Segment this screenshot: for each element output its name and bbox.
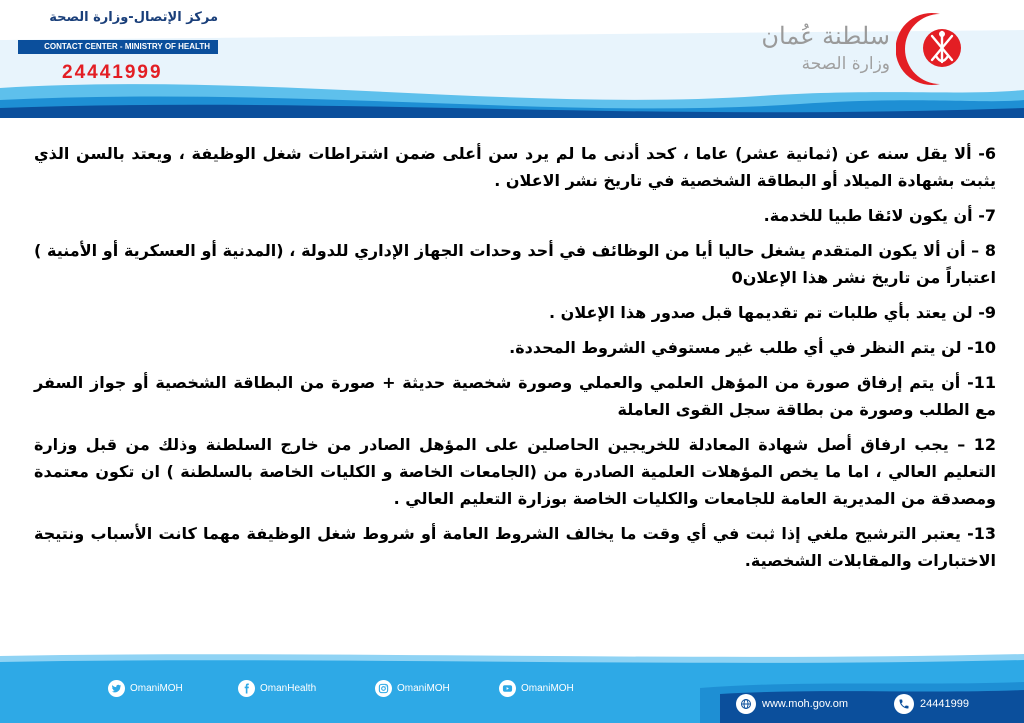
clause-13: 13- يعتبر الترشيح ملغي إذا ثبت في أي وقت ما يخالف الشروط العامة أو شروط شغل الوظيفة مهما كانت الأسباب ونتيجة الاختبارات والمقابلات الشخصية. [34,524,996,570]
facebook-handle: OmanHealth [260,682,317,694]
instagram-icon [375,680,392,697]
youtube-handle: OmaniMOH [521,682,574,694]
footer-youtube[interactable] [499,678,574,698]
footer-twitter[interactable] [108,678,183,698]
clause-6: 6- ألا يقل سنه عن (ثمانية عشر) عاما ، كحد أدنى ما لم يرد سن أعلى ضمن اشتراطات شغل الوظيفة ، ويعتد بالسن الذي يثبت بشهادة الميلاد أو البطاقة الشخصية في تاريخ نشر الاعلان . [34,144,996,190]
contact-center-arabic-title: مركز الإتصال-وزارة الصحة [49,10,218,25]
ministry-of-health-logo [742,10,968,88]
twitter-icon [108,680,125,697]
footer-facebook[interactable] [238,678,316,698]
clause-7: 7- أن يكون لائقا طبيا للخدمة. [763,206,996,225]
logo-text-sultanate: سلطنة عُمان [761,22,890,50]
website-url: www.moh.gov.om [762,698,848,710]
globe-icon [736,694,756,714]
twitter-handle: OmaniMOH [130,682,183,694]
footer-instagram[interactable] [375,678,450,698]
footer-website[interactable] [736,694,848,714]
contact-center-english-title: CONTACT CENTER - MINISTRY OF HEALTH [18,40,218,54]
clause-9: 9- لن يعتد بأي طلبات تم تقديمها قبل صدور هذا الإعلان . [549,303,996,322]
clause-11: 11- أن يتم إرفاق صورة من المؤهل العلمي والعملي وصورة شخصية حديثة + صورة من البطاقة الشخصية أو جواز السفر مع الطلب وصورة من بطاقة سجل القوى العاملة [34,373,996,419]
youtube-icon [499,680,516,697]
phone-icon [894,694,914,714]
clause-10: 10- لن يتم النظر في أي طلب غير مستوفي الشروط المحددة. [509,338,996,357]
moh-emblem-icon [896,10,968,88]
contact-center-phone: 24441999 [62,62,163,83]
requirements-list [34,140,996,582]
logo-text-ministry: وزارة الصحة [801,54,890,74]
footer-phone[interactable] [894,694,969,714]
facebook-icon [238,680,255,697]
page-footer [0,650,1024,723]
clause-8: 8 – أن ألا يكون المتقدم يشغل حاليا أيا من الوظائف في أحد وحدات الجهاز الإداري للدولة ، (المدنية أو العسكرية أو الأمنية ) اعتباراً من تاريخ نشر هذا الإعلان0 [34,241,996,287]
footer-phone-number: 24441999 [920,698,969,710]
instagram-handle: OmaniMOH [397,682,450,694]
clause-12: 12 – يجب ارفاق أصل شهادة المعادلة للخريجين الحاصلين على المؤهل الصادر من خارج السلطنة وذلك من قبل وزارة التعليم العالي ، اما ما يخص المؤهلات العلمية الصادرة من (الجامعات الخاصة و الكليات الخاصة بالسلطنة ) ان تكون معتمدة ومصدقة من المديرية العامة للجامعات والكليات الخاصة بوزارة التعليم العالي . [34,435,996,508]
page-header [0,0,1024,118]
